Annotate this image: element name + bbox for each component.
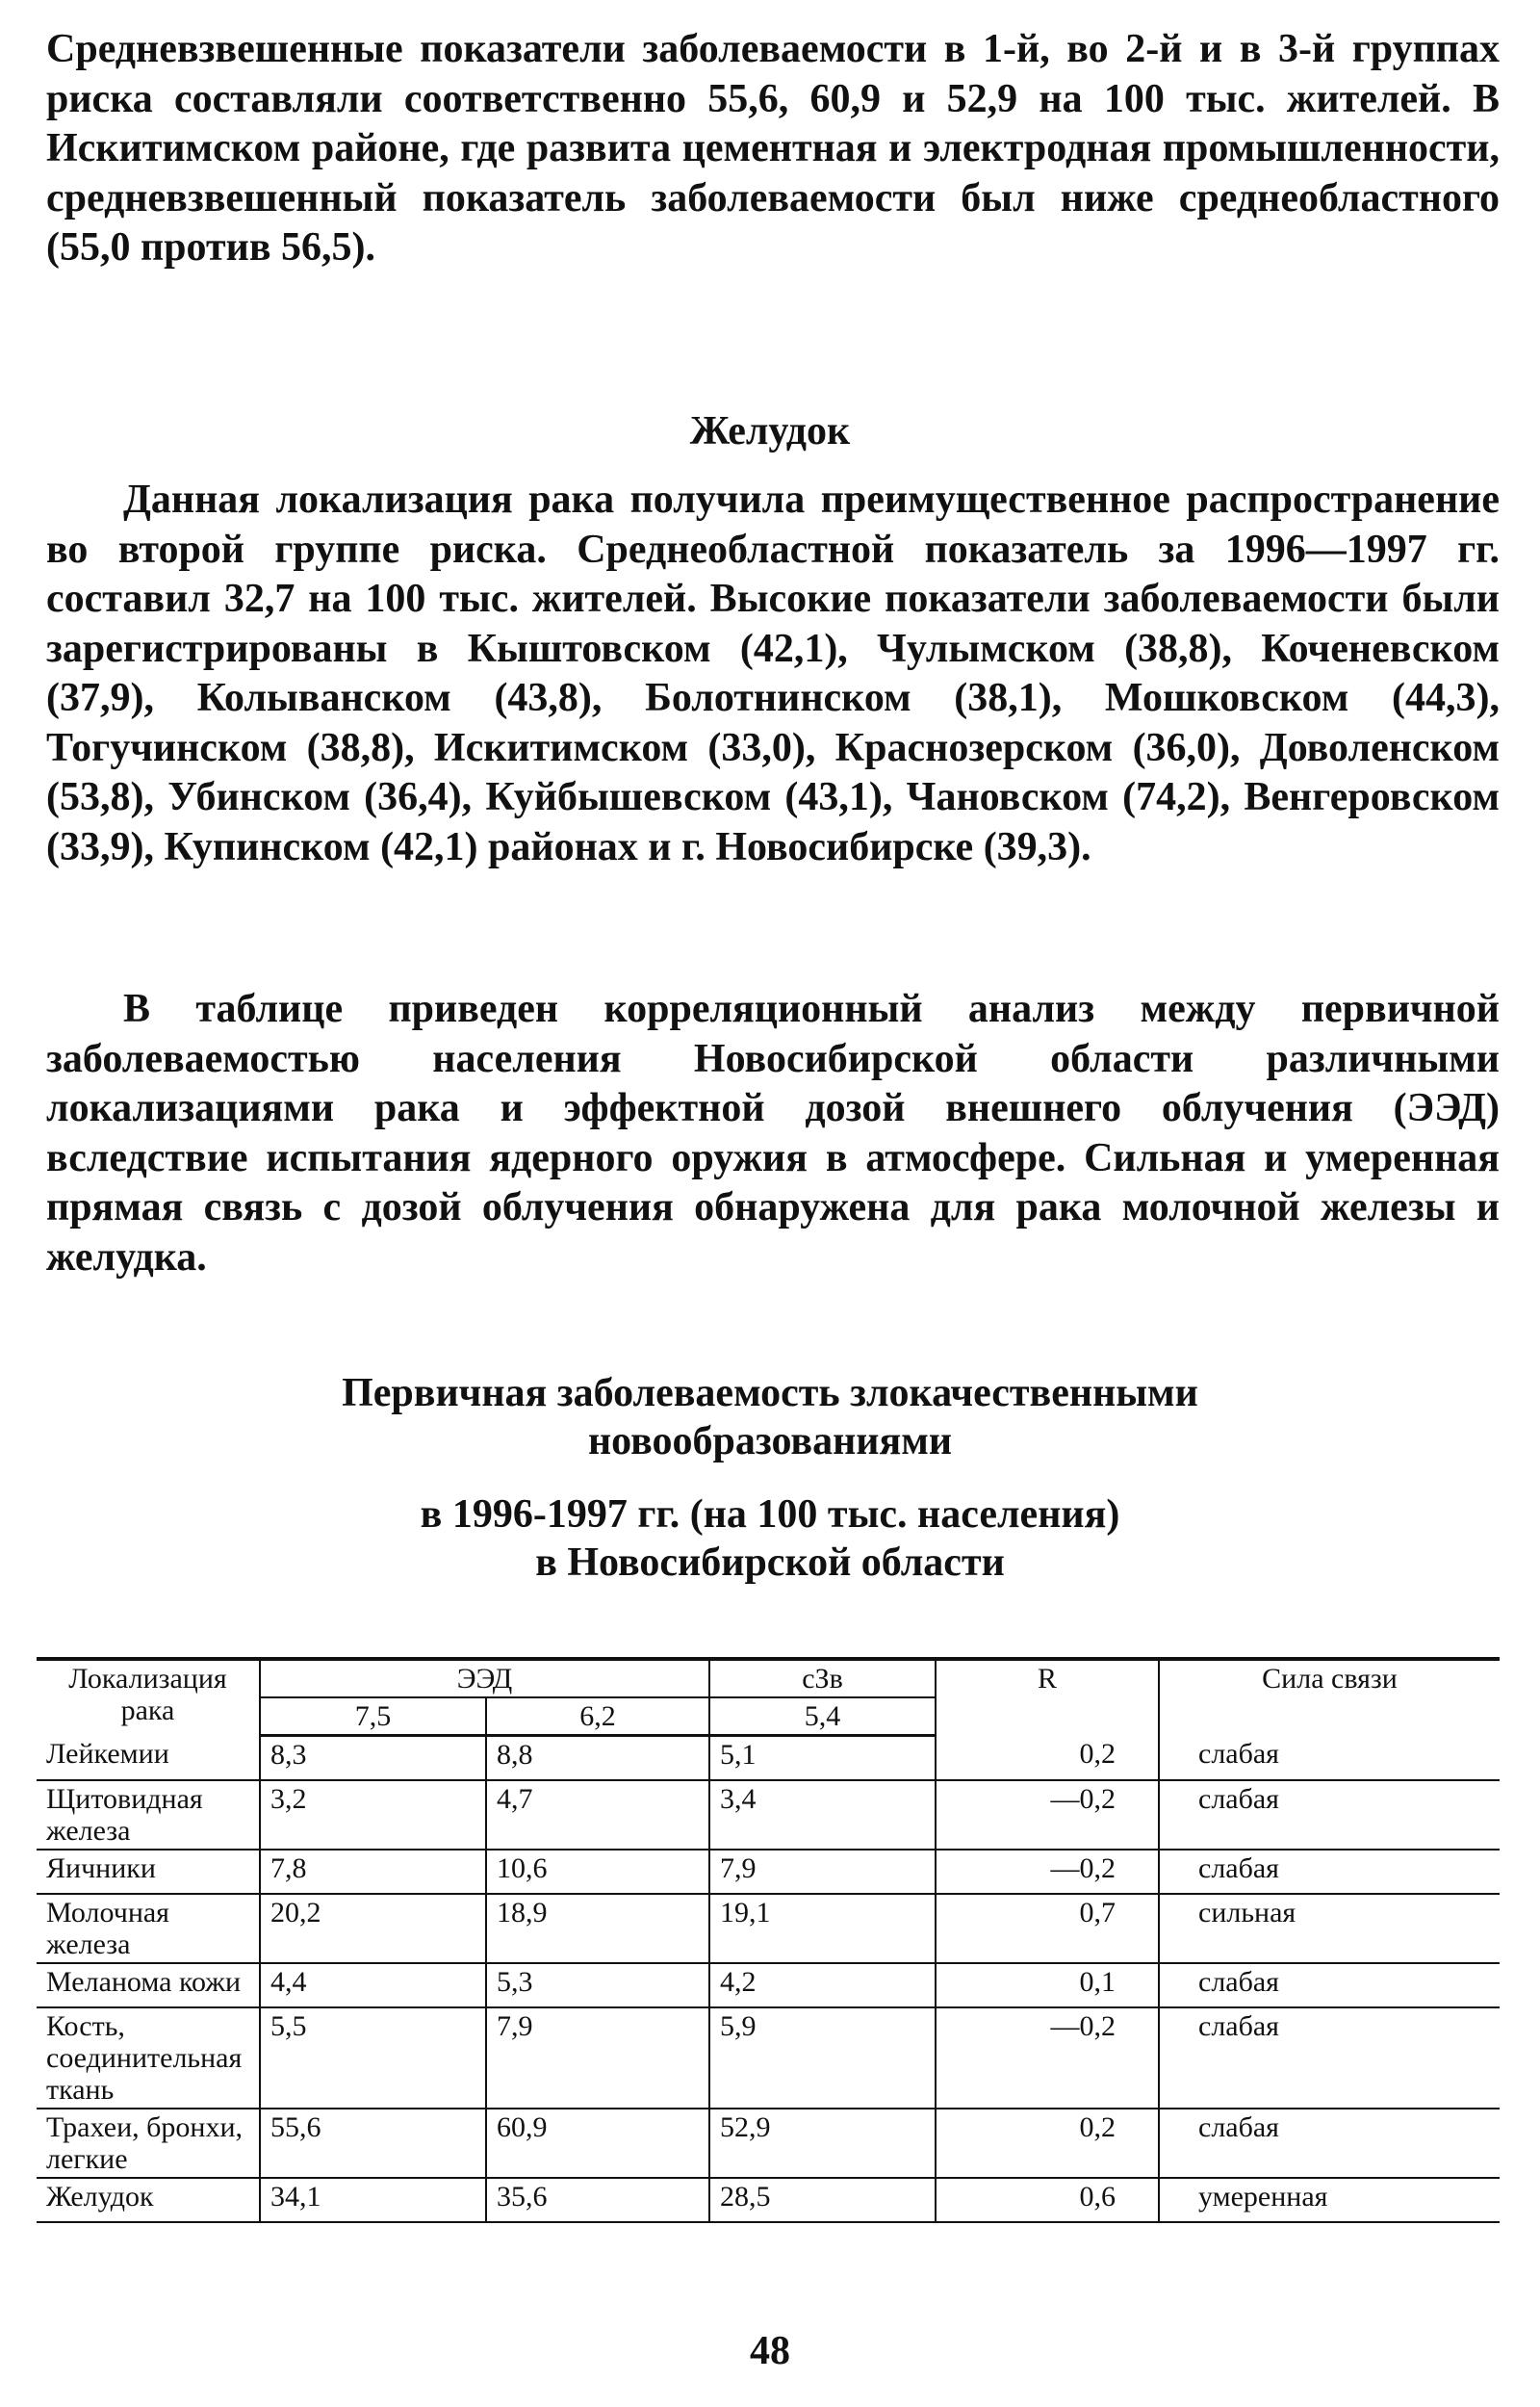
cell-localization: Молочная железа — [37, 1894, 260, 1963]
cell-localization: Кость, соединительная ткань — [37, 2007, 260, 2109]
cell-localization: Трахеи, бронхи, легкие — [37, 2109, 260, 2178]
cell-strength: слабая — [1159, 2109, 1500, 2178]
section-heading: Желудок — [689, 409, 851, 453]
cell-eed-a: 5,5 — [260, 2007, 486, 2109]
header-szv-a: 5,4 — [709, 1697, 936, 1736]
cell-szv: 3,4 — [709, 1780, 936, 1850]
correlation-paragraph: В таблице приведен корреляционный анализ между первичной заболеваемостью населения Новосибирской области различными локализациями рака и эффектной дозой внешнего облучения (ЭЭД) вследствие испытания ядерного оружия в атмосфере. Сильная и умеренная прямая связь с дозой облучения обнаружена для рака молочной железы и желудка. — [46, 987, 1500, 1280]
cell-szv: 19,1 — [709, 1894, 936, 1963]
cell-eed-a: 20,2 — [260, 1894, 486, 1963]
cell-strength: сильная — [1159, 1894, 1500, 1963]
header-eed-a: 7,5 — [260, 1697, 486, 1736]
cell-eed-a: 7,8 — [260, 1850, 486, 1894]
cell-eed-a: 34,1 — [260, 2178, 486, 2222]
cell-localization: Лейкемии — [37, 1736, 260, 1781]
cell-szv: 7,9 — [709, 1850, 936, 1894]
table-row — [37, 1850, 1500, 1894]
cell-eed-b: 10,6 — [486, 1850, 709, 1894]
cell-strength: слабая — [1159, 1736, 1500, 1781]
cell-eed-b: 5,3 — [486, 1963, 709, 2007]
cell-eed-b: 4,7 — [486, 1780, 709, 1850]
table-title-line-4: в Новосибирской области — [535, 1540, 1005, 1585]
cell-strength: слабая — [1159, 1850, 1500, 1894]
table-row — [37, 1736, 1500, 1781]
cell-localization: Меланома кожи — [37, 1963, 260, 2007]
table-row — [37, 2178, 1500, 2222]
cell-r: 0,2 — [936, 2109, 1159, 2178]
table-subtitle — [0, 1490, 1540, 1587]
cell-szv: 28,5 — [709, 2178, 936, 2222]
cell-r: —0,2 — [936, 2007, 1159, 2109]
stomach-paragraph: Данная локализация рака получила преимущественное распространение во второй группе риска. Среднеобластной показатель за 1996—1997 гг. составил 32,7 на 100 тыс. жителей. Высокие показатели заболеваемости были зарегистрированы в Кыштовском (42,1), Чулымском (38,8), Коченевском (37,9), Колыванском (43,8), Болотнинском (38,1), Мошковском (44,3), Тогучинском (38,8), Искитимском (33,0), Краснозерском (36,0), Доволенском (53,8), Убинском (36,4), Куйбышевском (43,1), Чановском (74,2), Венгеровском (33,9), Купинском (42,1) районах и г. Новосибирске (39,3). — [46, 478, 1500, 869]
cell-strength: слабая — [1159, 1780, 1500, 1850]
table-row — [37, 1894, 1500, 1963]
incidence-table — [37, 1657, 1500, 2223]
cell-strength: умеренная — [1159, 2178, 1500, 2222]
table-title-line-2: новообразованиями — [587, 1419, 953, 1463]
cell-r: 0,1 — [936, 1963, 1159, 2007]
cell-eed-b: 35,6 — [486, 2178, 709, 2222]
table-title-line-3: в 1996-1997 гг. (на 100 тыс. населения) — [420, 1492, 1120, 1537]
cell-eed-b: 18,9 — [486, 1894, 709, 1963]
cell-eed-a: 8,3 — [260, 1736, 486, 1781]
cell-eed-b: 60,9 — [486, 2109, 709, 2178]
cell-r: 0,7 — [936, 1894, 1159, 1963]
table-row — [37, 2109, 1500, 2178]
cell-strength: слабая — [1159, 1963, 1500, 2007]
table-row — [37, 2007, 1500, 2109]
cell-localization: Желудок — [37, 2178, 260, 2222]
cell-localization: Щитовидная железа — [37, 1780, 260, 1850]
cell-eed-b: 8,8 — [486, 1736, 709, 1781]
table-row — [37, 1963, 1500, 2007]
header-szv: сЗв — [709, 1659, 936, 1697]
header-eed-b: 6,2 — [486, 1697, 709, 1736]
cell-localization: Яичники — [37, 1850, 260, 1894]
cell-eed-a: 3,2 — [260, 1780, 486, 1850]
table-title — [0, 1369, 1540, 1465]
header-localization: Локализация рака — [68, 1663, 227, 1726]
cell-eed-a: 55,6 — [260, 2109, 486, 2178]
table-row — [37, 1780, 1500, 1850]
cell-r: 0,2 — [936, 1736, 1159, 1781]
intro-paragraph: Средневзвешенные показатели заболеваемости в 1-й, во 2-й и в 3-й группах риска составляли соответственно 55,6, 60,9 и 52,9 на 100 тыс. жителей. В Искитимском районе, где развита цементная и электродная промышленности, средневзвешенный показатель заболеваемости был ниже среднеобластного (55,0 против 56,5). — [46, 27, 1500, 270]
cell-szv: 5,9 — [709, 2007, 936, 2109]
cell-szv: 52,9 — [709, 2109, 936, 2178]
cell-r: —0,2 — [936, 1780, 1159, 1850]
cell-strength: слабая — [1159, 2007, 1500, 2109]
cell-eed-a: 4,4 — [260, 1963, 486, 2007]
cell-r: 0,6 — [936, 2178, 1159, 2222]
header-r: R — [936, 1659, 1159, 1736]
cell-r: —0,2 — [936, 1850, 1159, 1894]
cell-szv: 4,2 — [709, 1963, 936, 2007]
cell-szv: 5,1 — [709, 1736, 936, 1781]
header-eed: ЭЭД — [260, 1659, 709, 1697]
table-title-line-1: Первичная заболеваемость злокачественными — [342, 1371, 1198, 1415]
header-strength: Сила связи — [1159, 1659, 1500, 1736]
cell-eed-b: 7,9 — [486, 2007, 709, 2109]
page-number: 48 — [750, 2329, 790, 2373]
